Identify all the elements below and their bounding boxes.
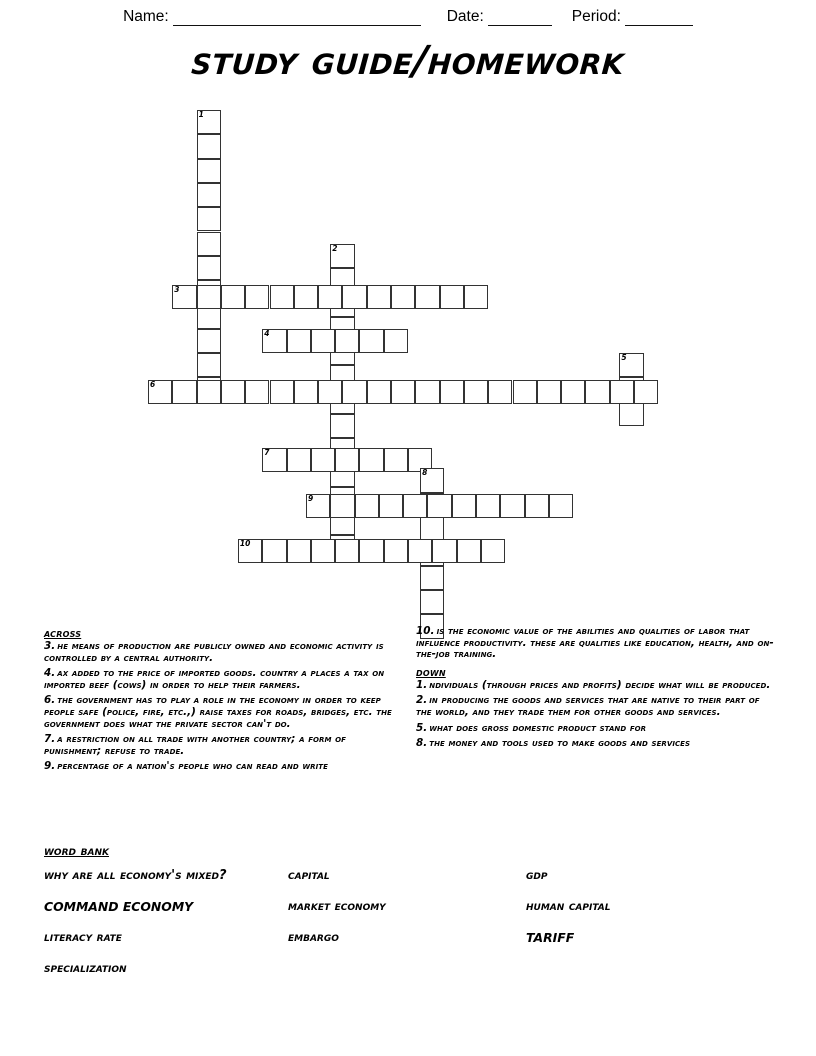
crossword-cell[interactable] — [619, 353, 643, 377]
crossword-cell[interactable] — [270, 380, 294, 404]
clue-number: 1. — [416, 678, 428, 691]
clue-down-2 — [416, 695, 774, 718]
crossword-cell-number: 4 — [264, 328, 270, 338]
crossword-cell[interactable] — [197, 256, 221, 280]
crossword-cell[interactable] — [427, 494, 451, 518]
crossword-cell[interactable] — [148, 380, 172, 404]
word-bank-item: gdp — [526, 868, 548, 883]
clue-text: ax added to the price of imported goods. country a places a tax on imported beef (cows) in order to help their farmers. — [44, 667, 385, 691]
crossword-cell[interactable] — [415, 285, 439, 309]
crossword-cell[interactable] — [287, 448, 311, 472]
word-bank-item — [288, 961, 526, 976]
name-field-group — [123, 8, 421, 26]
crossword-cell[interactable] — [476, 494, 500, 518]
crossword-cell[interactable] — [432, 539, 456, 563]
clue-number: 2. — [416, 694, 428, 707]
clue-number: 5. — [416, 721, 428, 734]
crossword-cell[interactable] — [287, 329, 311, 353]
crossword-cell[interactable] — [335, 448, 359, 472]
word-bank-item: specialization — [44, 961, 127, 976]
crossword-cell-number: 8 — [422, 468, 428, 478]
crossword-cell[interactable] — [384, 329, 408, 353]
crossword-cell[interactable] — [262, 448, 286, 472]
crossword-cell[interactable] — [440, 380, 464, 404]
crossword-cell[interactable] — [197, 134, 221, 158]
crossword-cell[interactable] — [238, 539, 262, 563]
crossword-cell[interactable] — [610, 380, 634, 404]
crossword-cell[interactable] — [335, 329, 359, 353]
clue-across-6 — [44, 695, 402, 730]
crossword-cell[interactable] — [464, 285, 488, 309]
clue-text: a restriction on all trade with another country; a form of punishment; refuse to trade. — [44, 733, 347, 757]
crossword-cell-number: 3 — [174, 284, 180, 294]
clue-number: 4. — [44, 667, 56, 680]
date-label: Date: — [446, 8, 484, 25]
crossword-cell[interactable] — [488, 380, 512, 404]
date-input-line[interactable] — [488, 12, 552, 26]
crossword-cell[interactable] — [330, 244, 354, 268]
word-bank-list — [44, 868, 744, 976]
crossword-cell[interactable] — [342, 285, 366, 309]
crossword-cell[interactable] — [537, 380, 561, 404]
clue-text: what does gross domestic product stand for — [429, 721, 647, 734]
crossword-cell[interactable] — [197, 232, 221, 256]
crossword-cell[interactable] — [457, 539, 481, 563]
crossword-cell[interactable] — [335, 539, 359, 563]
across-heading: across — [44, 626, 82, 640]
crossword-cell[interactable] — [367, 380, 391, 404]
clues-section — [44, 626, 774, 838]
period-field-group — [572, 8, 693, 26]
crossword-cell[interactable] — [245, 285, 269, 309]
crossword-cell[interactable] — [634, 380, 658, 404]
crossword-cell[interactable] — [403, 494, 427, 518]
crossword-cell[interactable] — [359, 329, 383, 353]
clue-text: the money and tools used to make goods and services — [429, 737, 691, 750]
crossword-cell[interactable] — [262, 539, 286, 563]
crossword-cell[interactable] — [391, 380, 415, 404]
crossword-cell[interactable] — [311, 539, 335, 563]
name-input-line[interactable] — [173, 12, 421, 26]
clue-number: 9. — [44, 760, 56, 773]
crossword-cell[interactable] — [197, 183, 221, 207]
crossword-cell[interactable] — [262, 329, 286, 353]
crossword-cell[interactable] — [415, 380, 439, 404]
down-heading: down — [416, 664, 446, 679]
crossword-cell-number: 5 — [621, 353, 627, 362]
clue-number: 3. — [44, 640, 56, 652]
clue-text: the government has to play a role in the economy in order to keep people safe (police, fire, etc.,) raise taxes for roads, bridges, etc. the government does what the private sector can't do. — [44, 694, 392, 730]
word-bank-item: COMMAND ECONOMY — [44, 899, 194, 914]
crossword-cell[interactable] — [197, 159, 221, 183]
clue-across-3 — [44, 641, 402, 664]
crossword-cell[interactable] — [619, 402, 643, 426]
crossword-cell[interactable] — [549, 494, 573, 518]
crossword-cell[interactable] — [318, 380, 342, 404]
crossword-cell[interactable] — [330, 494, 354, 518]
clue-number: 7. — [44, 733, 56, 746]
crossword-cell[interactable] — [172, 380, 196, 404]
crossword-cell[interactable] — [513, 380, 537, 404]
crossword-cell[interactable] — [197, 207, 221, 231]
crossword-cell[interactable] — [367, 285, 391, 309]
clue-across-4 — [44, 668, 402, 691]
word-bank-item: TARIFF — [526, 930, 575, 945]
clue-text: in producing the goods and services that are native to their part of the world, and they trade them for other goods and services. — [416, 694, 760, 718]
crossword-cell[interactable] — [197, 329, 221, 353]
crossword-cell-number: 7 — [264, 447, 270, 457]
clue-number: 6. — [44, 694, 56, 707]
name-label: Name: — [123, 8, 169, 25]
crossword-cell[interactable] — [294, 285, 318, 309]
clue-text: is the economic value of the abilities and qualities of labor that influence productivity. these are qualities like education, health, and on-the-job training. — [416, 625, 774, 661]
clue-across-9 — [44, 761, 402, 773]
crossword-cell[interactable] — [585, 380, 609, 404]
crossword-cell[interactable] — [306, 494, 330, 518]
period-label: Period: — [571, 8, 621, 25]
crossword-cell[interactable] — [172, 285, 196, 309]
crossword-cell[interactable] — [318, 285, 342, 309]
word-bank-item: market economy — [288, 899, 386, 914]
word-bank-item: literacy rate — [44, 930, 122, 945]
clue-down-8 — [416, 738, 774, 750]
clue-down-1 — [416, 680, 774, 692]
crossword-cell[interactable] — [311, 448, 335, 472]
word-bank-item: why are all economy's mixed? — [44, 868, 227, 883]
crossword-cell[interactable] — [270, 285, 294, 309]
clue-across-7 — [44, 734, 402, 757]
word-bank-section — [44, 843, 744, 976]
crossword-cell-number: 2 — [332, 243, 338, 253]
clue-across-10 — [416, 626, 774, 661]
clue-down-5 — [416, 723, 774, 735]
crossword-cell[interactable] — [197, 353, 221, 377]
crossword-cell[interactable] — [355, 494, 379, 518]
student-info-header — [0, 0, 816, 26]
crossword-cell[interactable] — [420, 566, 444, 590]
clue-text: percentage of a nation's people who can read and write — [57, 760, 328, 773]
crossword-cell[interactable] — [221, 380, 245, 404]
crossword-cell-number: 1 — [198, 110, 204, 119]
crossword-cell[interactable] — [330, 414, 354, 438]
crossword-cell[interactable] — [384, 448, 408, 472]
crossword-cell[interactable] — [391, 285, 415, 309]
clue-number: 10. — [416, 625, 435, 637]
crossword-cell[interactable] — [464, 380, 488, 404]
crossword-cell[interactable] — [221, 285, 245, 309]
crossword-cell-number: 6 — [150, 379, 156, 389]
word-bank-item — [526, 961, 744, 976]
clue-number: 8. — [416, 737, 428, 750]
crossword-cell[interactable] — [408, 539, 432, 563]
crossword-cell[interactable] — [379, 494, 403, 518]
crossword-cell[interactable] — [500, 494, 524, 518]
crossword-cell[interactable] — [420, 517, 444, 541]
crossword-cell[interactable] — [287, 539, 311, 563]
crossword-cell[interactable] — [245, 380, 269, 404]
crossword-cell[interactable] — [452, 494, 476, 518]
date-field-group — [447, 8, 552, 26]
page-title: study guide/homework — [190, 38, 626, 84]
across-clues-column — [44, 626, 402, 777]
crossword-cell-number: 10 — [239, 538, 251, 548]
crossword-cell[interactable] — [359, 539, 383, 563]
crossword-cell[interactable] — [197, 285, 221, 309]
word-bank-item: human capital — [526, 899, 611, 914]
crossword-cell[interactable] — [420, 590, 444, 614]
crossword-cell[interactable] — [342, 380, 366, 404]
crossword-cell[interactable] — [311, 329, 335, 353]
crossword-cell-number: 9 — [307, 493, 314, 503]
clue-text: he means of production are publicly owned and economic activity is controlled by a central authority. — [44, 640, 384, 664]
period-input-line[interactable] — [625, 12, 693, 26]
crossword-cell[interactable] — [561, 380, 585, 404]
crossword-cell[interactable] — [384, 539, 408, 563]
crossword-cell[interactable] — [481, 539, 505, 563]
word-bank-item: capital — [288, 868, 330, 883]
crossword-cell[interactable] — [525, 494, 549, 518]
down-clues-column — [416, 626, 774, 754]
clue-text: ndividuals (through prices and profits) decide what will be produced. — [429, 678, 771, 691]
crossword-cell[interactable] — [197, 380, 221, 404]
crossword-cell[interactable] — [440, 285, 464, 309]
crossword-cell[interactable] — [294, 380, 318, 404]
crossword-cell[interactable] — [197, 110, 221, 134]
crossword-cell[interactable] — [420, 468, 444, 492]
word-bank-heading: word bank — [44, 843, 110, 859]
crossword-cell[interactable] — [359, 448, 383, 472]
word-bank-item: embargo — [288, 930, 339, 945]
